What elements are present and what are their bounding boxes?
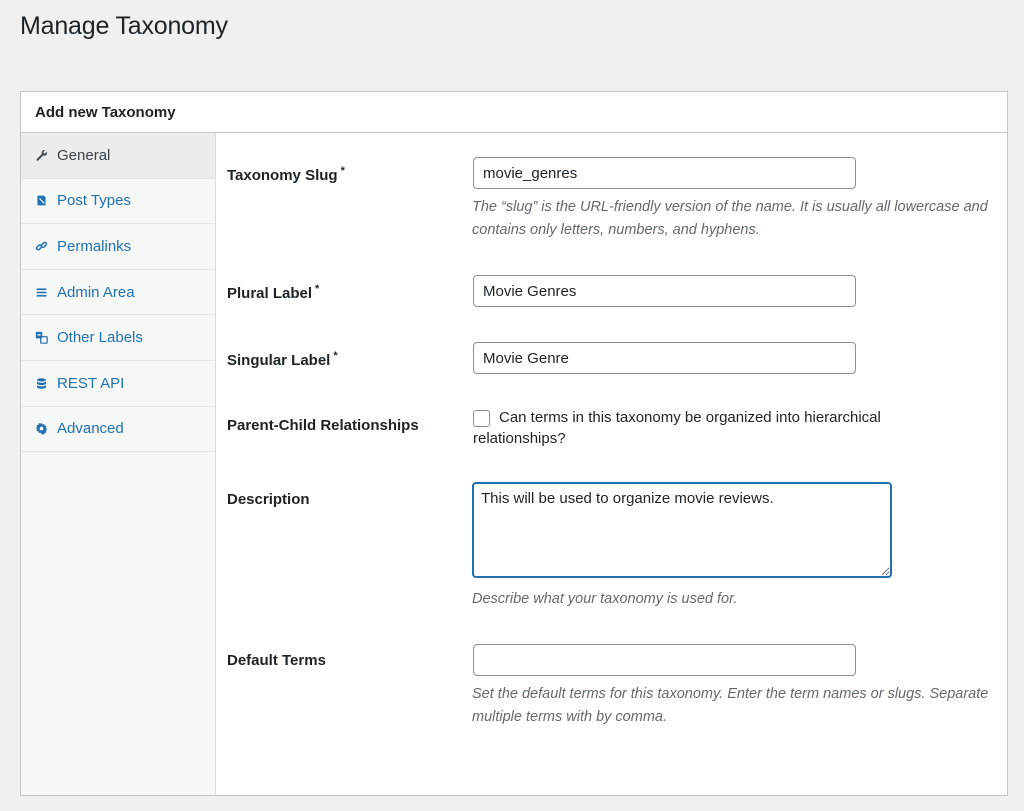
parent-child-label: Parent-Child Relationships [227, 417, 419, 434]
add-taxonomy-panel [20, 91, 1008, 796]
taxonomy-slug-description: The “slug” is the URL-friendly version of the name. It is usually all lowercase and contains only letters, numbers, and hyphens. [472, 199, 988, 238]
link-icon [33, 238, 49, 254]
description-label: Description [227, 491, 310, 508]
singular-label-input[interactable] [473, 342, 856, 374]
default-terms-input[interactable] [473, 644, 856, 676]
default-terms-help: Set the default terms for this taxonomy. Enter the term names or slugs. Separate multiple terms with by comma. [472, 686, 989, 725]
plural-label-input[interactable] [473, 275, 856, 307]
label-text: Plural Label [227, 285, 313, 302]
tab-permalinks[interactable] [21, 224, 215, 270]
tab-post-types[interactable] [21, 179, 215, 225]
wrench-icon [33, 147, 49, 163]
tab-label: General [57, 146, 111, 164]
tab-rest-api[interactable] [21, 361, 215, 407]
gear-icon [33, 421, 49, 437]
tab-label: REST API [57, 374, 125, 392]
required-marker: * [333, 350, 338, 362]
taxonomy-slug-input[interactable] [473, 157, 856, 189]
label-text: Singular Label [227, 352, 331, 369]
singular-label-label [227, 350, 338, 369]
tab-advanced[interactable] [21, 407, 215, 453]
tab-label: Post Types [57, 192, 131, 210]
tab-admin-area[interactable] [21, 270, 215, 316]
description-textarea[interactable] [472, 482, 892, 578]
taxonomy-slug-label [227, 165, 345, 184]
description-help: Describe what your taxonomy is used for. [472, 591, 738, 607]
panel-header: Add new Taxonomy [21, 92, 1007, 133]
database-icon [33, 375, 49, 391]
general-settings-form [217, 133, 1007, 795]
tab-other-labels[interactable] [21, 315, 215, 361]
tab-label: Permalinks [57, 237, 132, 255]
hierarchical-checkbox-label: Can terms in this taxonomy be organized into hierarchical relationships? [473, 409, 881, 447]
menu-icon [33, 284, 49, 300]
post-icon [33, 193, 49, 209]
tab-label: Advanced [57, 420, 124, 438]
translation-icon [33, 330, 49, 346]
tab-general[interactable] [21, 133, 215, 179]
label-text: Taxonomy Slug [227, 167, 338, 184]
required-marker: * [315, 283, 320, 295]
default-terms-label: Default Terms [227, 652, 326, 669]
tab-label: Admin Area [57, 283, 135, 301]
plural-label-label [227, 283, 319, 302]
required-marker: * [340, 165, 345, 177]
tab-label: Other Labels [57, 329, 143, 347]
settings-sidebar [21, 133, 216, 795]
page-title: Manage Taxonomy [20, 12, 228, 40]
